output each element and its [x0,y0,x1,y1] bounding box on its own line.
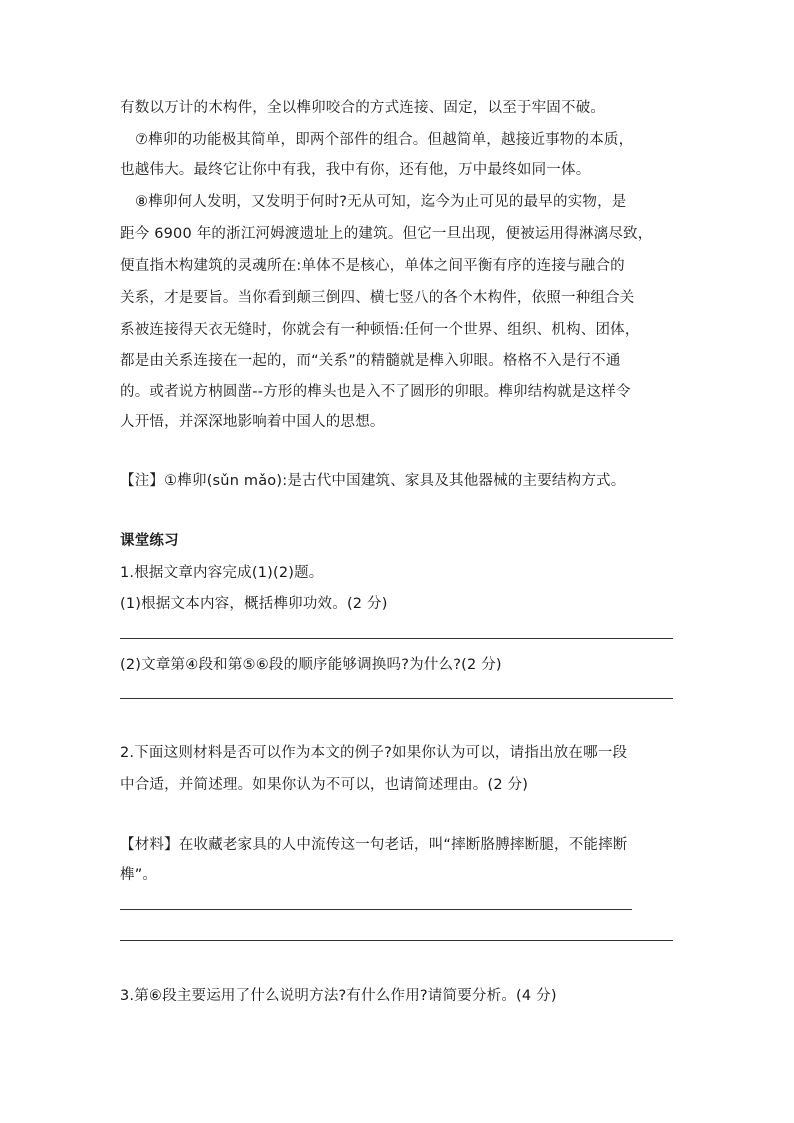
question-1-2: (2)文章第④段和第⑤⑥段的顺序能够调换吗?为什么?(2 分) [120,657,502,673]
answer-line[interactable] [120,638,673,639]
paragraph-7-start: ⑦榫卯的功能极其简单，即两个部件的组合。但越简单，越接近事物的本质， [135,132,634,148]
question-2-line-2: 中合适，并简述理。如果你认为不可以，也请简述理由。(2 分) [120,777,529,793]
answer-line[interactable] [120,698,673,699]
question-1: 1.根据文章内容完成(1)(2)题。 [120,565,324,581]
passage-line-9: 都是由关系连接在一起的，而“关系”的精髓就是榫入卯眼。格格不入是行不通 [120,353,621,369]
exercise-heading: 课堂练习 [120,533,179,549]
passage-line-3: 也越伟大。最终它让你中有我，我中有你，还有他，万中最终如同一体。 [120,162,591,178]
passage-line-8: 系被连接得天衣无缝时，你就会有一种顿悟:任何一个世界、组织、机构、团体， [120,322,640,338]
paragraph-8-start: ⑧榫卯何人发明，又发明于何时?无从可知，迄今为止可见的最早的实物，是 [135,194,627,210]
passage-line-5: 距今 6900 年的浙江河姆渡遗址上的建筑。但它一旦出现，便被运用得淋漓尽致， [120,226,653,242]
material-line-1: 【材料】在收藏老家具的人中流传这一句老话，叫“摔断胳膊摔断腿，不能摔断 [120,837,628,853]
answer-line[interactable] [120,940,673,941]
material-line-2: 榫”。 [120,867,158,883]
question-2-line-1: 2.下面这则材料是否可以作为本文的例子?如果你认为可以，请指出放在哪一段 [120,745,628,761]
question-1-1: (1)根据文本内容，概括榫卯功效。(2 分) [120,596,388,612]
annotation-note: 【注】①榫卯(sǔn mǎo):是古代中国建筑、家具及其他器械的主要结构方式。 [120,473,626,489]
passage-line-1: 有数以万计的木构件，全以榫卯咬合的方式连接、固定，以至于牢固不破。 [120,100,606,116]
answer-line[interactable] [120,909,632,910]
passage-line-11: 人开悟，并深深地影响着中国人的思想。 [120,414,385,430]
passage-line-7: 关系，才是要旨。当你看到颠三倒四、横七竖八的各个木构件，依照一种组合关 [120,290,635,306]
passage-line-6: 便直指木构建筑的灵魂所在:单体不是核心，单体之间平衡有序的连接与融合的 [120,258,625,274]
question-3: 3.第⑥段主要运用了什么说明方法?有什么作用?请简要分析。(4 分) [120,988,557,1004]
passage-line-10: 的。或者说方枘圆凿--方形的榫头也是入不了圆形的卯眼。榫卯结构就是这样令 [120,384,631,400]
